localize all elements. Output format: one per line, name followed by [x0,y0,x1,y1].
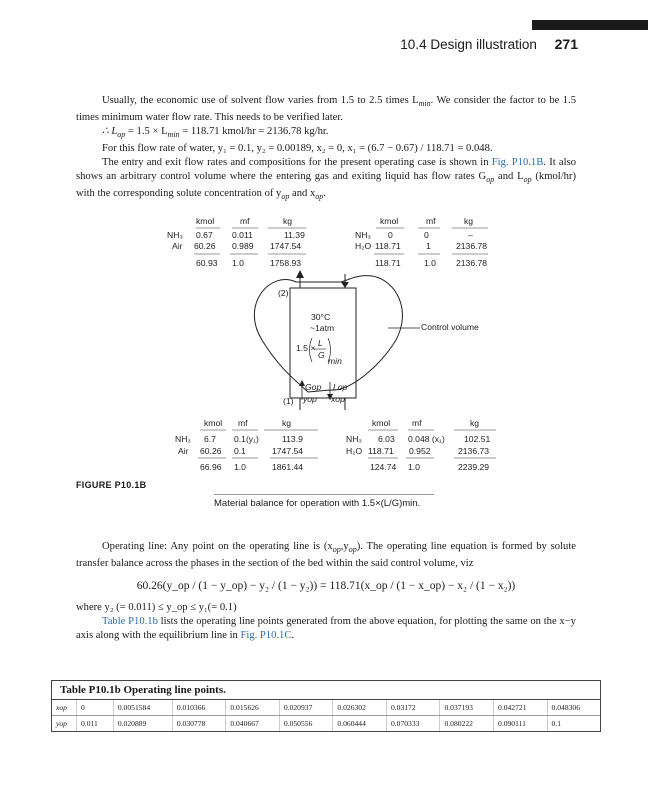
tr-r1-kmol: 0 [388,230,393,240]
tl-total-kg: 1758.93 [270,258,302,268]
lop-rest2: = 118.71 kmol/hr = 2136.78 kg/hr. [179,126,329,138]
operating-line-text [76,540,576,643]
p3f: (kmol/hr) with the corresponding solute concentration of y [76,171,576,200]
x-cell: 0.037193 [440,700,494,716]
tl-total-mf: 1.0 [232,258,244,268]
lop-rest: = 1.5 × L [125,126,168,138]
table-link[interactable]: Table P10.1b [102,616,158,628]
x-cell: 0.020937 [279,700,333,716]
p1-sub: min [418,99,431,109]
point-2-label: (2) [278,288,289,298]
tl-total-kmol: 60.93 [196,258,218,268]
figure-label: FIGURE P10.1B [76,480,147,490]
br-r2-kg: 2136.73 [458,446,490,456]
paragraph-4 [76,540,576,571]
bl-r2-kg: 1747.54 [272,446,304,456]
paragraph-3 [76,156,576,204]
x-cell: 0.048306 [547,700,600,716]
tr-total-kg: 2136.78 [456,258,488,268]
tr-kmol-header: kmol [380,216,399,226]
p3e: op [523,175,532,185]
temperature-label: 30°C [311,312,331,322]
br-total-kmol: 124.74 [370,462,397,472]
bl-r2-kmol: 60.26 [200,446,222,456]
p3g: op [281,192,290,202]
br-r1-mf: 0.048 (x₁) [408,434,445,444]
br-r1-kg: 102.51 [464,434,491,444]
tr-r2-kmol: 118.71 [375,241,401,251]
tl-r2-kmol: 60.26 [194,241,216,251]
paragraph-5 [76,615,576,643]
y-cell: 0.050556 [279,716,333,732]
ratio-prefix: 1.5 × [296,343,316,353]
table-row-y [52,716,600,732]
bl-r1-kmol: 6.7 [204,434,216,444]
lop-sub: op [117,130,126,140]
lop-equation [76,125,576,142]
operating-line-table [51,680,601,732]
lop-sub2: min [167,130,180,140]
br-r2-mf: 0.952 [409,446,431,456]
figure-link[interactable]: Fig. P10.1B [491,157,544,169]
x-cell: 0.010366 [172,700,226,716]
bl-r1-mf: 0.1(y₁) [234,434,259,444]
tr-r2-mf: 1 [426,241,431,251]
bl-r1-comp: NH₃ [175,434,191,444]
x-cell: 0.026302 [333,700,387,716]
tl-kmol-header: kmol [196,216,215,226]
p3a: The entry and exit flow rates and compositions for the present operating case is shown in [102,157,492,169]
tr-kg-header: kg [464,216,474,226]
tl-r2-comp: Air [172,241,183,251]
xop-label: xop [331,394,345,404]
where-clause: where y₂ (= 0.011) ≤ y_op ≤ y₁(= 0.1) [76,602,237,614]
tl-kg-header: kg [283,216,293,226]
control-volume-boundary [254,276,402,392]
table-title: Table P10.1b Operating line points. [52,681,600,700]
y-cell: 0.090111 [494,716,548,732]
bl-r1-kg: 113.9 [282,434,303,444]
p4b: op [332,545,341,555]
p3h: and x [289,188,316,200]
tl-mf-header: mf [240,216,250,226]
y-label: yop [56,719,67,728]
paragraph-1 [76,94,576,125]
br-r2-comp: H₂O [346,446,363,456]
p1-rest: . We consider the factor to be 1.5 times minimum water flow rate. This needs to be verified later. [76,95,576,124]
ratio-G: G [318,350,325,360]
tl-r2-kg: 1747.54 [270,241,302,251]
br-mf-header: mf [412,418,422,428]
p4d: op [348,545,357,555]
running-header [400,36,578,52]
y-cell: 0.011 [77,716,114,732]
br-kg-header: kg [470,418,480,428]
br-r1-comp: NH₃ [346,434,362,444]
intro-text [76,94,576,204]
tr-total-kmol: 118.71 [375,258,401,268]
x-cell: 0.0051584 [113,700,172,716]
page-number: 271 [554,36,578,52]
tr-r1-kg: – [468,230,473,240]
control-volume-label: Control volume [421,322,479,332]
x-cell: 0.03172 [386,700,440,716]
y-cell: 0.020889 [113,716,172,732]
tl-r1-comp: NH₃ [167,230,183,240]
pressure-label: ~1atm [310,323,335,333]
tr-total-mf: 1.0 [424,258,436,268]
y-cell: 0.060444 [333,716,387,732]
p4e: ). The operating line equation is formed by solute transfer balance across the phases in the section of the bed within the said control volume, viz [76,541,576,570]
tr-r2-comp: H₂O [355,241,372,251]
figure-caption: Material balance for operation with 1.5×(L/G)min. [214,498,421,509]
point-1-label: (1) [283,396,294,406]
tl-r1-mf: 0.011 [232,230,253,240]
tl-r1-kmol: 0.67 [196,230,213,240]
br-total-mf: 1.0 [408,462,420,472]
bl-r2-mf: 0.1 [234,446,246,456]
tr-r1-comp: NH₃ [355,230,371,240]
x-cell: 0.015626 [226,700,280,716]
header-bar [532,20,648,30]
tr-r1-mf: 0 [424,230,429,240]
p3c: op [486,175,495,185]
p3i: op [315,192,324,202]
material-balance-diagram [0,210,648,510]
y-cell: 0.040667 [226,716,280,732]
lop-label: Lop [333,382,348,392]
bl-kg-header: kg [282,418,292,428]
br-r2-kmol: 118.71 [368,446,394,456]
x-cell: 0 [77,700,114,716]
bl-total-kmol: 66.96 [200,462,222,472]
table-row-x [52,700,600,716]
ratio-L: L [318,338,323,348]
p4a: Operating line: Any point on the operating line is (x [102,541,333,552]
table-grid [52,700,600,731]
p3b: . It also shows an arbitrary control volume where the entering gas and exiting liquid has flow rates G [76,157,576,183]
bl-total-mf: 1.0 [234,462,246,472]
lop-symbol: ∴ L [102,126,118,138]
x-label: xop [52,700,77,716]
operating-line-equation: 60.26(y_op / (1 − y_op) − y₂ / (1 − y₂)) = 118.71(x_op / (1 − x_op) − x₂ / (1 − x₂)) [136,580,516,593]
tl-r2-mf: 0.989 [232,241,254,251]
figure-c-link[interactable]: Fig. P10.1C [240,630,292,642]
p3d: and L [494,171,524,183]
p4c: ,y [340,541,349,552]
ratio-sub: min [328,356,342,366]
bl-kmol-header: kmol [204,418,223,428]
p5a: lists the operating line points generated from the above equation, for plotting the same on the x−y axis along with the equilibrium line in [76,616,576,642]
tr-r2-kg: 2136.78 [456,241,488,251]
p1-text: Usually, the economic use of solvent flow varies from 1.5 to 2.5 times L [102,95,419,106]
bl-mf-header: mf [238,418,248,428]
paragraph-2: For this flow rate of water, y₁ = 0.1, y₂ = 0.00189, x₂ = 0, x₁ = (6.7 − 0.67) / 118.71 = 0.048. [102,143,493,155]
bl-r2-comp: Air [178,446,189,456]
y-cell: 0.030778 [172,716,226,732]
bl-total-kg: 1861.44 [272,462,304,472]
gop-label: Gop [305,382,322,392]
p3j: . [323,188,326,200]
tr-mf-header: mf [426,216,436,226]
section-title: 10.4 Design illustration [400,37,537,52]
x-cell: 0.042721 [494,700,548,716]
br-kmol-header: kmol [372,418,391,428]
br-total-kg: 2239.29 [458,462,490,472]
yop-label: yop [303,394,317,404]
tl-r1-kg: 11.39 [284,230,305,240]
y-cell: 0.070333 [386,716,440,732]
y-cell: 0.080222 [440,716,494,732]
caption-rule [214,494,434,495]
br-r1-kmol: 6.03 [378,434,395,444]
p5b: . [291,630,295,642]
y-cell: 0.1 [547,716,600,732]
